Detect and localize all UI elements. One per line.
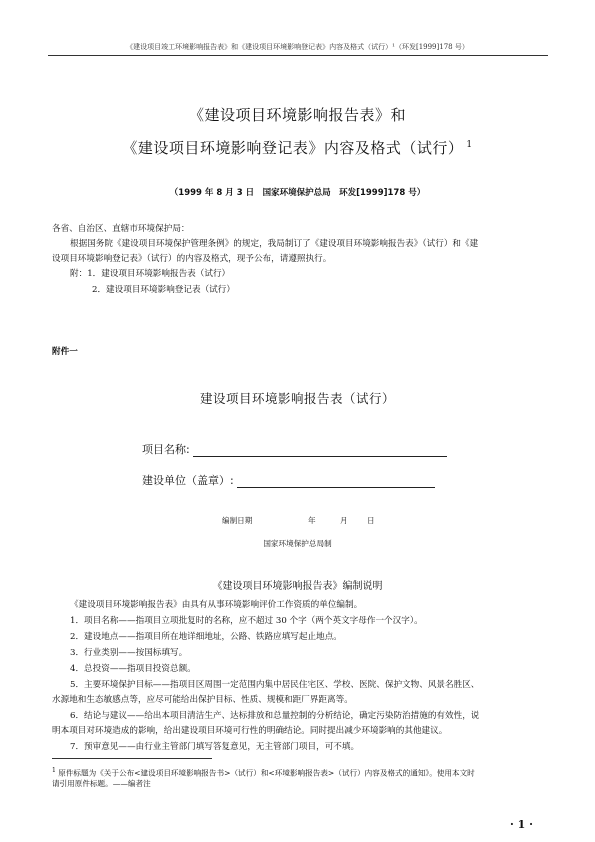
form-title: 建设项目环境影响报告表（试行）	[199, 391, 395, 406]
instruction-line-4: 4．总投资——指项目投资总额。	[70, 664, 196, 674]
instruction-line-6: 水源地和生态敏感点等，应尽可能给出保护目标、性质、规模和距厂界距离等。	[52, 695, 353, 705]
attachment-label: 附件一	[52, 347, 78, 357]
salutation: 各省、自治区、直辖市环境保护局：	[52, 224, 190, 234]
notice-body-line2: 设项目环境影响登记表》（试行）的内容及格式，现予公布，请遵照执行。	[52, 254, 332, 264]
notice-body-line1: 根据国务院《建设项目环境保护管理条例》的规定，我局制订了《建设项目环境影响报告表》（试行）和《建	[70, 239, 479, 249]
date-year: 年	[308, 516, 316, 525]
instruction-line-0: 《建设项目环境影响报告表》由具有从事环境影响评价工作资质的单位编制。	[70, 600, 363, 610]
footnote-line2: 请引用原件标题。——编者注	[52, 779, 151, 788]
date-month: 月	[340, 516, 348, 525]
unit-row	[142, 472, 435, 488]
instruction-line-9: 7．预审意见——由行业主管部门填写答复意见，无主管部门项目，可不填。	[70, 742, 360, 752]
instruction-line-5: 5．主要环境保护目标——指项目区周围一定范围内集中居民住宅区、学校、医院、保护文物、风景名胜区、	[70, 680, 480, 690]
header-rule	[48, 55, 548, 56]
footnote-rule	[52, 758, 212, 759]
instruction-line-1: 1．项目名称——指项目立项批复时的名称，应不超过 30 个字（两个英文字母作一个汉字）。	[70, 616, 423, 626]
project-name-row	[142, 441, 447, 457]
project-name-label: 项目名称:	[142, 443, 190, 456]
instruction-line-7: 6．结论与建议——给出本项目清洁生产、达标排放和总量控制的分析结论，确定污染防治措施的有效性，说	[70, 711, 480, 721]
doc-title-text: 《建设项目环境影响登记表》内容及格式（试行）	[122, 139, 464, 157]
title-footnote-mark: 1	[466, 140, 473, 150]
page-number: · 1 ·	[510, 818, 533, 831]
issue-info: （1999 年 8 月 3 日 国家环境保护总局 环发[1999]178 号）	[169, 188, 426, 198]
doc-title-line1: 《建设项目环境影响报告表》和	[188, 106, 406, 124]
attachment-item-2: 2．建设项目环境影响登记表（试行）	[92, 285, 235, 295]
instructions-heading: 《建设项目环境影响报告表》编制说明	[212, 581, 383, 592]
unit-line	[237, 477, 435, 488]
project-name-line	[193, 446, 447, 457]
date-day: 日	[367, 516, 375, 525]
unit-label: 建设单位（盖章）:	[142, 474, 234, 487]
date-label: 编制日期	[222, 516, 253, 525]
running-header: 《建设项目竣工环境影响报告表》和《建设项目环境影响登记表》内容及格式（试行）¹（环发[1999]178 号）	[126, 43, 469, 51]
issuer: 国家环境保护总局制	[263, 539, 332, 548]
instruction-line-8: 明本项目对环境造成的影响，给出建设项目环境可行性的明确结论。同时提出减少环境影响的其他建议。	[52, 726, 448, 736]
footnote-text-1: 原件标题为《关于公布<建设项目环境影响报告书>（试行）和<环境影响报告表>（试行）内容及格式的通知》。使用本文时	[58, 768, 475, 778]
instruction-line-2: 2．建设地点——指项目所在地详细地址，公路、铁路应填写起止地点。	[70, 632, 342, 642]
footnote-mark: 1	[52, 767, 56, 774]
doc-title-line2	[0, 137, 595, 158]
instruction-line-3: 3．行业类别——按国标填写。	[70, 648, 188, 658]
attachment-item-1: 附：1．建设项目环境影响报告表（试行）	[70, 269, 231, 279]
